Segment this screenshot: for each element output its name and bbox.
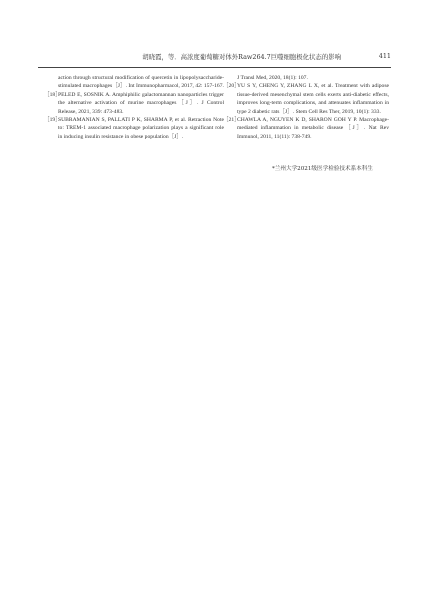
right-column (223, 74, 389, 141)
reference-entry (44, 91, 224, 116)
reference-entry (44, 74, 224, 91)
reference-entry (223, 116, 389, 141)
reference-text: YU S Y, CHENG Y, ZHANG L X, et al. Treatment with adipose tissue-derived mesenchymal stem cells exerts anti-diabetic effects, improves long-term complications, and attenuates inflammation in type 2 diabetic rats［J］. Stem Cell Res Ther, 2019, 10(1): 333. (237, 83, 389, 115)
left-column (44, 74, 224, 141)
reference-number: ［19］ (44, 117, 61, 124)
reference-entry (44, 116, 224, 141)
reference-text: CHAWLA A, NGUYEN K D, SHARON GOH Y P. Macrophage-mediated inflammation in metabolic disease［J］. Nat Rev Immunol, 2011, 11(11): 738-749. (237, 117, 389, 140)
header-rule (38, 67, 391, 68)
reference-entry (223, 74, 389, 82)
reference-number: ［18］ (44, 91, 61, 98)
reference-text: PELED E, SOSNIK A. Amphiphilic galactomannan nanoparticles trigger the alternative activation of murine macrophages［J］. J Control Release, 2021, 339: 473-483. (58, 91, 224, 115)
running-header (38, 52, 391, 66)
page-number: 411 (378, 52, 391, 60)
author-affiliation-note: *兰州大学2021级医学检验技术系本科生 (272, 166, 373, 172)
reference-entry (223, 82, 389, 116)
reference-text: J Transl Med, 2020, 18(1): 107. (237, 75, 308, 81)
running-title: 胡晓霞，等．高浓度葡萄糖对体外Raw264.7巨噬细胞极化状态的影响 (142, 53, 341, 61)
reference-text: SUBRAMANIAN S, PALLATI P K, SHARMA P, et al. Retraction Note to: TREM-1 associated macrophage polarization plays a significant role in inducing insulin resistance in obese population［J］. (58, 117, 224, 140)
reference-number: ［21］ (223, 117, 240, 124)
reference-number: ［20］ (223, 83, 240, 90)
reference-text: action through structural modification of quercetin in lipopolysaccharide-stimulated macrophages［J］. Int Immunopharmacol, 2017, 42: 157-167. (58, 75, 224, 90)
